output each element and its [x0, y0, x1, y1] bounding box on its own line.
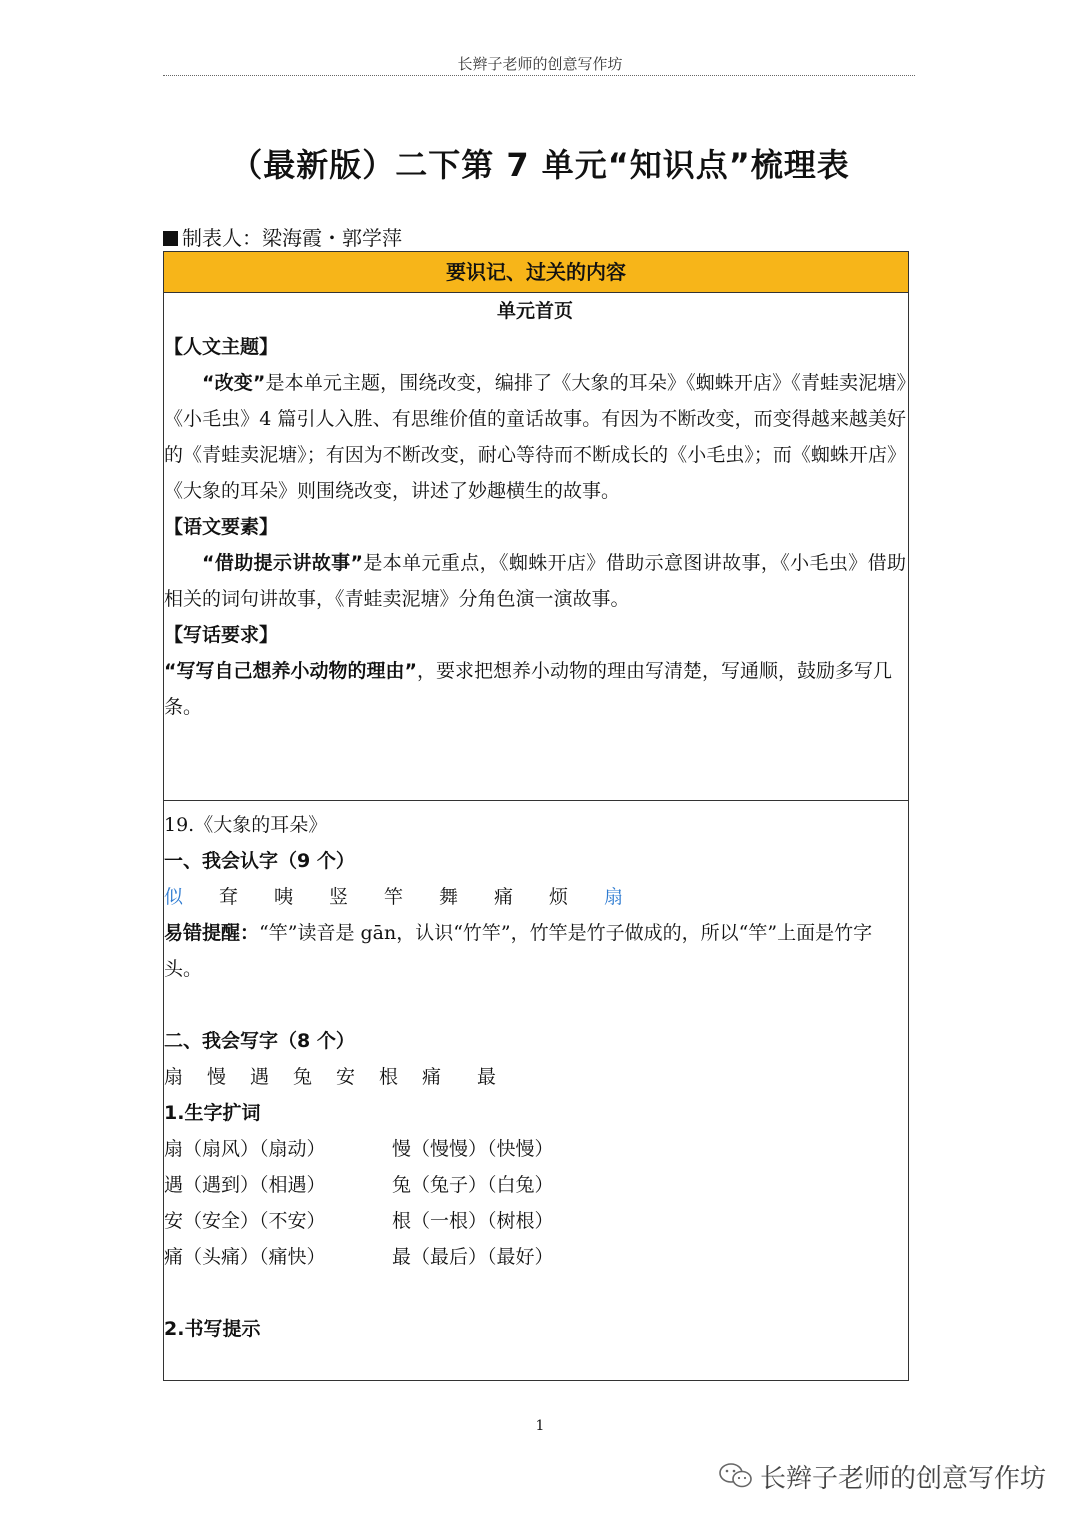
section-band: 要识记、过关的内容	[164, 252, 908, 293]
tip-text: “竿”读音是 gān，认识“竹竿”，竹竿是竹子做成的，所以“竿”上面是竹字头。	[164, 922, 873, 980]
writing-text: ，要求把想养小动物的理由写清楚，写通顺，鼓励多写几条。	[164, 660, 892, 718]
write-char-list	[164, 1059, 906, 1095]
expand-word-entry: 痛（头痛）（痛快）	[164, 1246, 326, 1268]
write-char: 根	[379, 1066, 399, 1088]
watermark	[718, 1458, 1046, 1497]
recognize-char: 痛	[494, 886, 514, 908]
recognize-char: 耷	[219, 886, 239, 908]
theme-keyword: “改变”	[202, 372, 266, 394]
header-divider	[163, 75, 915, 76]
expand-row	[164, 1239, 906, 1275]
expand-heading: 1.生字扩词	[164, 1102, 261, 1124]
recognize-heading: 一、我会认字（9 个）	[164, 850, 355, 872]
expand-row	[164, 1167, 906, 1203]
recognize-char: 咦	[274, 886, 294, 908]
unit-overview-table	[163, 251, 909, 801]
black-square-bullet	[163, 231, 178, 246]
expand-word-entry: 慢（慢慢）（快慢）	[392, 1138, 554, 1160]
writing-keyword: “写写自己想养小动物的理由”	[164, 660, 417, 682]
page-number: 1	[535, 1418, 545, 1434]
expand-word-entry: 扇（扇风）（扇动）	[164, 1138, 326, 1160]
tip-label: 易错提醒：	[164, 922, 260, 944]
unit-home-heading: 单元首页	[496, 300, 573, 322]
expand-word-list	[164, 1131, 906, 1275]
writing-tips-heading: 2.书写提示	[164, 1318, 261, 1340]
expand-word-entry: 遇（遇到）（相遇）	[164, 1174, 326, 1196]
expand-word-entry: 最（最后）（最好）	[392, 1246, 554, 1268]
recognize-char: 烦	[549, 886, 569, 908]
recognize-char: 竖	[329, 886, 349, 908]
expand-word-entry: 兔（兔子）（白兔）	[392, 1174, 554, 1196]
author-line	[163, 222, 402, 251]
writing-label: 【写话要求】	[164, 624, 279, 646]
watermark-text: 长辫子老师的创意写作坊	[759, 1464, 1046, 1494]
write-char: 最	[477, 1066, 497, 1088]
elements-text: 是本单元重点，《蜘蛛开店》借助示意图讲故事，《小毛虫》借助相关的词句讲故事，《青蛙卖泥塘》分角色演一演故事。	[164, 552, 906, 610]
lesson-table	[163, 800, 909, 1381]
expand-word-entry: 根（一根）（树根）	[392, 1210, 554, 1232]
author-text: 制表人：梁海霞・郭学萍	[182, 226, 402, 250]
lesson-title: 19.《大象的耳朵》	[164, 814, 328, 836]
recognize-char: 竿	[384, 886, 404, 908]
theme-text: 是本单元主题，围绕改变，编排了《大象的耳朵》《蜘蛛开店》《青蛙卖泥塘》《小毛虫》4 篇引人入胜、有思维价值的童话故事。有因为不断改变，而变得越来越美好的《青蛙卖泥塘》；有因为不断改变，耐心等待而不断成长的《小毛虫》；而《蜘蛛开店》《大象的耳朵》则围绕改变，讲述了妙趣横生的故事。	[164, 372, 906, 502]
write-char: 痛	[422, 1066, 442, 1088]
expand-row	[164, 1203, 906, 1239]
recognize-char-list	[164, 879, 906, 915]
recognize-char: 扇	[604, 886, 624, 908]
write-char: 兔	[293, 1066, 313, 1088]
write-char: 慢	[207, 1066, 227, 1088]
running-header: 长辫子老师的创意写作坊	[457, 55, 623, 73]
write-char: 遇	[250, 1066, 270, 1088]
elements-paragraph	[164, 545, 906, 617]
document-title: （最新版）二下第 7 单元“知识点”梳理表	[230, 146, 850, 184]
recognize-char: 舞	[439, 886, 459, 908]
recognize-char: 似	[164, 886, 184, 908]
theme-paragraph	[164, 365, 906, 509]
elements-keyword: “借助提示讲故事”	[202, 552, 364, 574]
expand-row	[164, 1131, 906, 1167]
tip-paragraph	[164, 915, 906, 987]
wechat-icon	[718, 1462, 754, 1497]
write-heading: 二、我会写字（8 个）	[164, 1030, 355, 1052]
write-char: 安	[336, 1066, 356, 1088]
theme-label: 【人文主题】	[164, 336, 279, 358]
writing-paragraph	[164, 653, 906, 725]
elements-label: 【语文要素】	[164, 516, 279, 538]
expand-word-entry: 安（安全）（不安）	[164, 1210, 326, 1232]
write-char: 扇	[164, 1066, 184, 1088]
